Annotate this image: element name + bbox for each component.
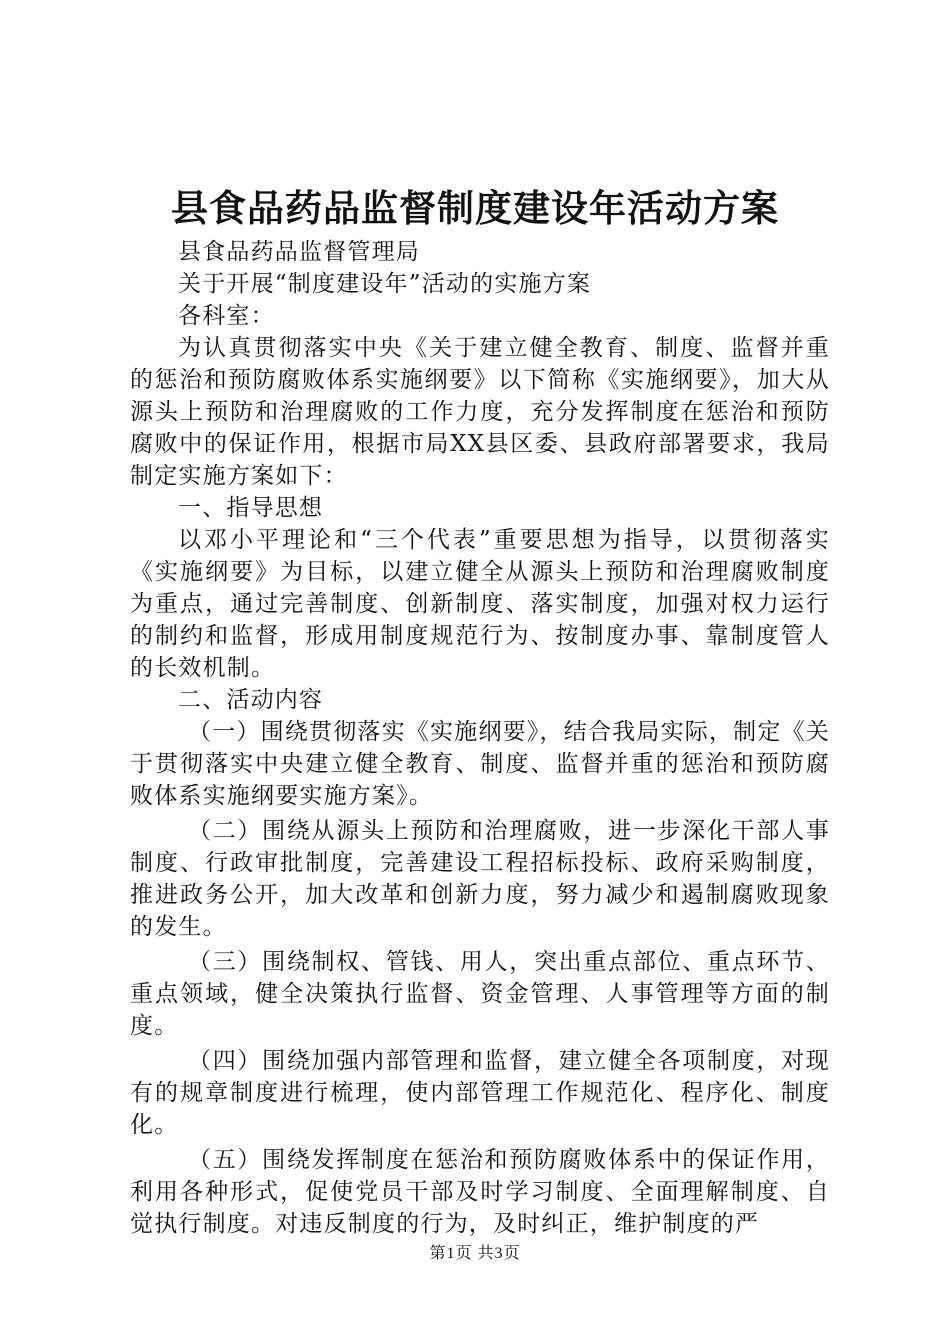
document-body <box>130 236 830 1240</box>
guiding-principle-paragraph: 以邓小平理论和“三个代表”重要思想为指导，以贯彻落实《实施纲要》为目标，以建立健全从源头上预防和治理腐败制度为重点，通过完善制度、创新制度、落实制度，加强对权力运行的制约和监督，形成用制度规范行为、按制度办事、靠制度管人的长效机制。 <box>130 527 830 681</box>
activity-item: （二）围绕从源头上预防和治理腐败，进一步深化干部人事制度、行政审批制度，完善建设工程招标投标、政府采购制度，推进政务公开，加大改革和创新力度，努力减少和遏制腐败现象的发生。 <box>130 818 830 940</box>
activity-item: （三）围绕制权、管钱、用人，突出重点部位、重点环节、重点领域，健全决策执行监督、资金管理、人事管理等方面的制度。 <box>130 949 830 1039</box>
page-number-footer: 第1页 共3页 <box>429 1245 521 1262</box>
activity-item: （五）围绕发挥制度在惩治和预防腐败体系中的保证作用，利用各种形式，促使党员干部及时学习制度、全面理解制度、自觉执行制度。对违反制度的行为，及时纠正，维护制度的严 <box>130 1147 830 1237</box>
activity-item: （四）围绕加强内部管理和监督，建立健全各项制度，对现有的规章制度进行梳理，使内部管理工作规范化、程序化、制度化。 <box>130 1048 830 1138</box>
salutation-line: 各科室： <box>178 303 275 329</box>
document-title: 县食品药品监督制度建设年活动方案 <box>171 186 779 230</box>
section-heading-activity-content: 二、活动内容 <box>178 687 324 713</box>
subject-line: 关于开展“制度建设年”活动的实施方案 <box>178 271 592 297</box>
activity-item: （一）围绕贯彻落实《实施纲要》，结合我局实际，制定《关于贯彻落实中央建立健全教育、制度、监督并重的惩治和预防腐败体系实施纲要实施方案》。 <box>130 719 830 809</box>
issuer-line: 县食品药品监督管理局 <box>178 239 420 265</box>
intro-paragraph: 为认真贯彻落实中央《关于建立健全教育、制度、监督并重的惩治和预防腐败体系实施纲要》以下简称《实施纲要》，加大从源头上预防和治理腐败的工作力度，充分发挥制度在惩治和预防腐败中的保证作用，根据市局XX县区委、县政府部署要求，我局制定实施方案如下： <box>130 335 830 489</box>
section-heading-guiding-principle: 一、指导思想 <box>178 495 324 521</box>
